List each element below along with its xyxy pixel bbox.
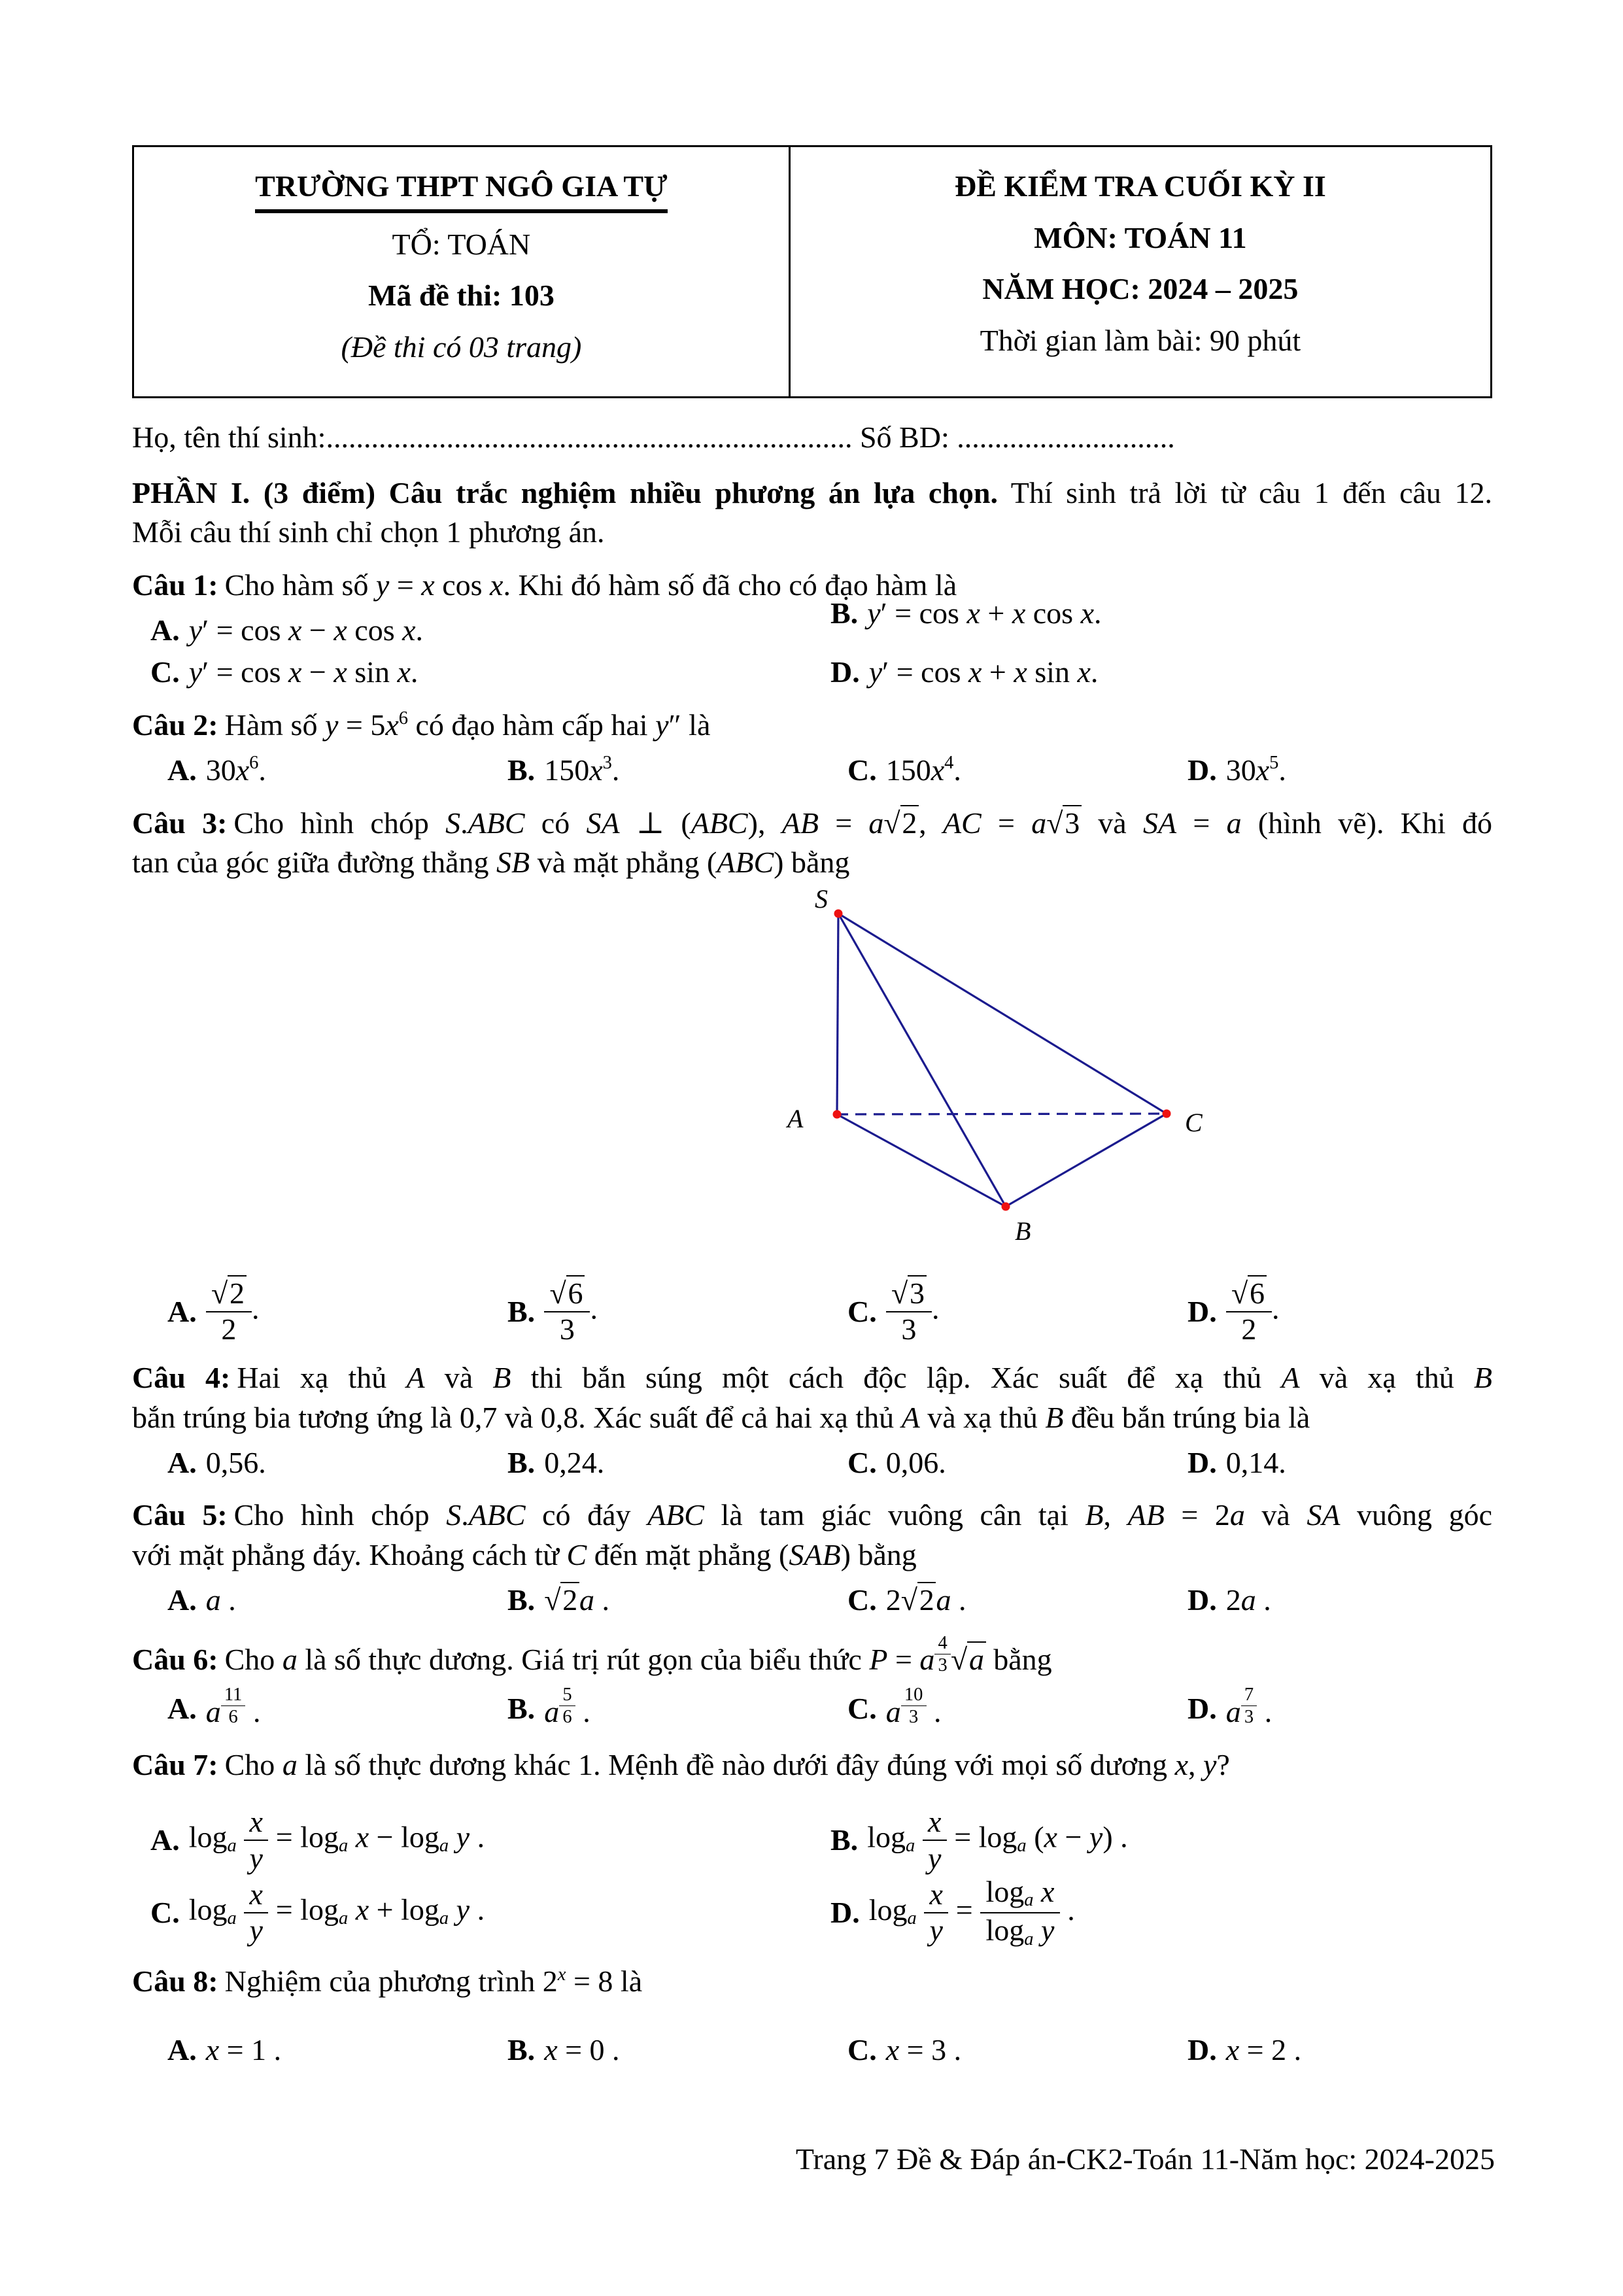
header-school-cell [134,147,791,396]
pyramid-edges [837,914,1167,1207]
header-exam-cell [791,147,1490,396]
part1-heading-line2: Mỗi câu thí sinh chỉ chọn 1 phương án. [132,515,605,549]
question-8-option-B: B. x = 0 . [507,2033,620,2067]
question-6-options [132,1685,1492,1732]
question-5-label: Câu 5: [132,1498,228,1532]
question-3-option-D: D. $\frac{√6}{2}$ . [1187,1277,1280,1346]
question-7-option-A: A. loga $\frac{x}{y}$ = loga x − loga y . [150,1805,485,1875]
question-1-option-C: C. y′ = cos x − x sin x. [150,655,419,689]
question-3-text-line1: Cho hình chóp S.ABC có SA ⊥ (ABC), AB = a√2, AC = a√3 và SA = a (hình vẽ). Khi đó [233,806,1492,840]
exam-subject: MÔN: TOÁN 11 [1034,220,1247,254]
question-2-options [132,751,1492,791]
question-5-option-A: A. a . [167,1583,236,1617]
question-4-label: Câu 4: [132,1361,231,1395]
question-7-option-C: C. loga $\frac{x}{y}$ = loga x + loga y . [150,1877,485,1947]
question-1-text: Cho hàm số y = x cos x. Khi đó hàm số đã cho có đạo hàm là [224,568,957,602]
question-4-option-D: D. 0,14. [1187,1445,1286,1479]
question-3-option-C: C. $\frac{√3}{3}$ . [847,1277,940,1346]
question-5 [132,1496,1492,1620]
question-2-text: Hàm số y = 5x6 có đạo hàm cấp hai y″ là [224,708,711,742]
sbd-label: Số BD: [852,420,957,454]
question-3-options [132,1278,1492,1345]
pyramid-vertices [833,910,1171,1211]
question-8-option-C: C. x = 3 . [847,2033,962,2067]
department: TỔ: TOÁN [392,227,531,261]
question-3-label: Câu 3: [132,806,228,840]
question-5-option-C: C. 2√2a . [847,1583,966,1617]
question-8-label: Câu 8: [132,1964,218,1998]
question-4-text-line2: bắn trúng bia tương ứng là 0,7 và 0,8. Xác suất để cả hai xạ thủ A và xạ thủ B đều bắn trúng bia là [132,1401,1310,1435]
question-3-option-A: A. $\frac{√2}{2}$ . [167,1277,260,1346]
question-8-options [132,2030,1492,2070]
question-4-options [132,1443,1492,1483]
vertex-B-dot [1002,1203,1010,1211]
question-4 [132,1358,1492,1482]
question-3 [132,804,1492,1346]
question-7-option-D: D. loga $\frac{x}{y}$ = $\frac{\text{loga x}}{\text{loga y}}$ . [830,1874,1075,1949]
question-3-text-line2: tan của góc giữa đường thẳng SB và mặt phẳng (ABC) bằng [132,846,850,880]
sbd-dots: ............................. [957,420,1175,454]
question-6-option-A: A. a $\frac{11}{6}$ . [167,1685,261,1728]
question-2-option-D: D. 30x5. [1187,753,1286,787]
pyramid-figure [132,885,1492,1261]
part1-heading-bold: PHẦN I. (3 điểm) Câu trắc nghiệm nhiều phương án lựa chọn. [132,475,999,509]
edge-SA [837,914,838,1114]
question-6-text: Cho a là số thực dương. Giá trị rút gọn của biểu thức P = a $\frac{4}{3}$ √a bằng [224,1632,1052,1677]
question-6 [132,1634,1492,1732]
question-7-option-B: B. loga $\frac{x}{y}$ = loga (x − y) . [830,1805,1128,1875]
question-1-label: Câu 1: [132,568,218,602]
question-1-option-D: D. y′ = cos x + x sin x. [830,655,1099,689]
question-1 [132,566,1492,693]
vertex-C-label: C [1185,1108,1203,1138]
header-table [132,145,1492,398]
vertex-B-label: B [1015,1216,1031,1246]
pyramid-svg [770,885,1244,1261]
question-4-option-A: A. 0,56. [167,1445,266,1479]
question-5-option-D: D. 2a . [1187,1583,1271,1617]
question-2-label: Câu 2: [132,708,218,742]
question-8-text: Nghiệm của phương trình 2x = 8 là [224,1964,643,1998]
question-8 [132,1962,1492,2070]
vertex-S-dot [834,910,843,918]
exam-code: Mã đề thi: 103 [367,279,555,313]
vertex-A-dot [833,1110,842,1119]
question-8-option-A: A. x = 1 . [167,2033,282,2067]
question-7 [132,1745,1492,1949]
question-5-option-B: B. √2a . [507,1583,609,1617]
pages-note: (Đề thi có 03 trang) [341,330,582,364]
page-footer: Trang 7 Đề & Đáp án-CK2-Toán 11-Năm học: 2024-2025 [795,2142,1495,2176]
question-1-option-A: A. y′ = cos x − x cos x. [150,613,424,647]
question-1-options [132,596,1492,693]
part1-heading [132,473,1492,553]
vertex-C-dot [1163,1110,1171,1118]
question-5-options [132,1581,1492,1620]
question-7-text: Cho a là số thực dương khác 1. Mệnh đề nào dưới đây đúng với mọi số dương x, y? [224,1747,1230,1781]
question-6-option-C: C. a $\frac{10}{3}$ . [847,1685,942,1728]
exam-duration: Thời gian làm bài: 90 phút [980,324,1301,358]
question-4-option-B: B. 0,24. [507,1445,605,1479]
student-line [132,418,1492,458]
edge-SB [838,914,1006,1207]
question-5-text-line1: Cho hình chóp S.ABC có đáy ABC là tam giác vuông cân tại B, AB = 2a và SA vuông góc [233,1498,1492,1532]
question-2-option-A: A. 30x6. [167,753,266,787]
question-6-label: Câu 6: [132,1643,218,1677]
question-8-option-D: D. x = 2 . [1187,2033,1302,2067]
part1-heading-rest: Thí sinh trả lời từ câu 1 đến câu 12. [998,475,1492,509]
question-4-text-line1: Hai xạ thủ A và B thi bắn súng một cách độc lập. Xác suất để xạ thủ A và xạ thủ B [237,1361,1492,1395]
question-2-option-C: C. 150x4. [847,753,961,787]
question-7-label: Câu 7: [132,1747,218,1781]
question-3-option-B: B. $\frac{√6}{3}$ . [507,1277,598,1346]
student-name-dots: ...................................................................... [326,420,853,454]
question-6-option-B: B. a $\frac{5}{6}$ . [507,1685,590,1728]
question-2 [132,706,1492,790]
edge-BC [1006,1114,1167,1207]
exam-title: ĐỀ KIỂM TRA CUỐI KỲ II [954,169,1326,203]
question-5-text-line2: với mặt phẳng đáy. Khoảng cách từ C đến mặt phẳng (SAB) bằng [132,1538,917,1572]
vertex-A-label: A [787,1104,804,1134]
vertex-S-label: S [815,885,828,914]
student-name-label: Họ, tên thí sinh: [132,420,326,454]
question-4-option-C: C. 0,06. [847,1445,946,1479]
question-1-option-B: B. y′ = cos x + x cos x. [830,596,1102,630]
question-2-option-B: B. 150x3. [507,753,620,787]
edge-SC [838,914,1167,1114]
school-name: TRƯỜNG THPT NGÔ GIA TỰ [255,167,667,213]
question-7-options [132,1807,1492,1949]
school-year: NĂM HỌC: 2024 – 2025 [982,272,1299,306]
part1-heading-line1 [132,473,1492,513]
question-6-option-D: D. a $\frac{7}{3}$ . [1187,1685,1273,1728]
